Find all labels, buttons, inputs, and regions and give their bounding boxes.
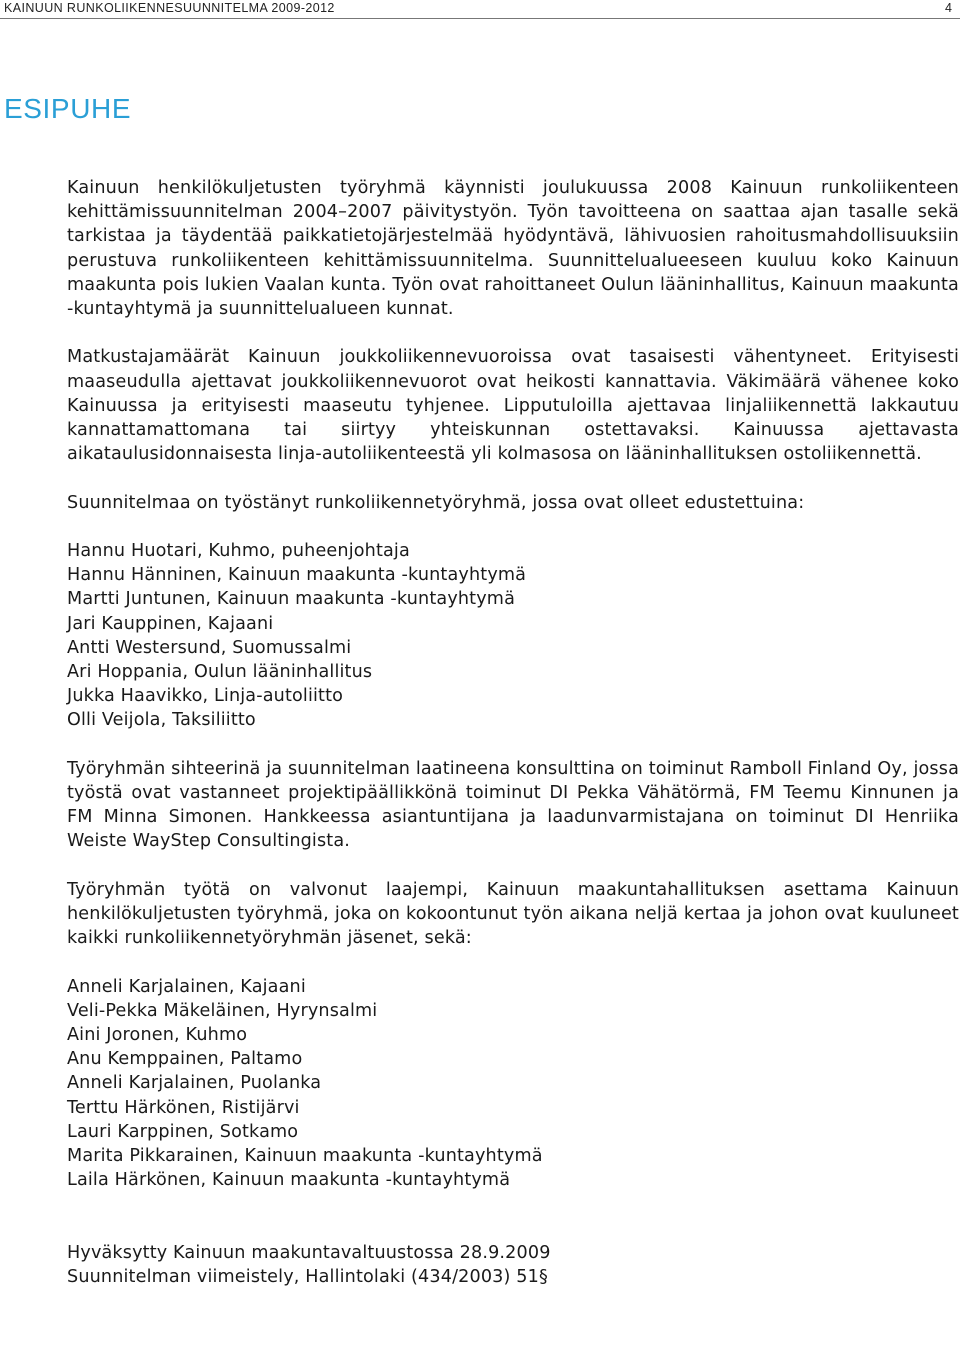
list-item: Anneli Karjalainen, Kajaani	[67, 976, 306, 997]
list-item: Anneli Karjalainen, Puolanka	[67, 1073, 322, 1094]
list-item: Hannu Huotari, Kuhmo, puheenjohtaja	[67, 541, 410, 561]
approval-line: Hyväksytty Kainuun maakuntavaltuustossa 28.9.2009	[67, 1242, 551, 1263]
list-item: Hannu Hänninen, Kainuun maakunta -kuntayhtymä	[67, 565, 527, 586]
list-item: Ari Hoppania, Oulun lääninhallitus	[67, 662, 373, 683]
paragraph-supervision: Työryhmän työtä on valvonut laajempi, Kainuun maakuntahallituksen asettama Kainuun henkilökuljetusten työryhmä, joka on kokoontunut työn aikana neljä kertaa ja johon ovat kuuluneet kaikki runkoliikennetyöryhmän jäsenet, sekä:	[67, 879, 959, 949]
approval-notes	[67, 1241, 959, 1289]
list-item: Olli Veijola, Taksiliitto	[67, 710, 256, 731]
member-list	[67, 539, 959, 733]
paragraph-passengers: Matkustajamäärät Kainuun joukkoliikennevuoroissa ovat tasaisesti vähentyneet. Erityisesti maaseudulla ajettavat joukkoliikennevuorot ovat heikosti kannattavia. Väkimäärä vähenee koko Kainuussa ja erityisesti maaseutu tyhjenee. Lipputuloilla ajettavaa linjaliikennettä lakkautuu kannattamattomana tai siirtyy yhteiskunnan ostettavaksi. Kainuussa ajettavasta aikataulusidonnaisesta linja-autoliikenteestä yli kolmasosa on lääninhallituksen ostoliikennettä.	[67, 347, 959, 465]
paragraph-consultant: Työryhmän sihteerinä ja suunnitelman laatineena konsulttina on toiminut Ramboll Finland Oy, jossa työstä ovat vastanneet projektipäällikkönä toiminut DI Pekka Vähätörmä, FM Teemu Kinnunen ja FM Minna Simonen. Hankkeessa asiantuntijana ja laadunvarmistajana on toiminut DI Henriika Weiste WayStep Consultingista.	[67, 758, 959, 852]
list-item: Anu Kemppainen, Paltamo	[67, 1049, 303, 1070]
paragraph-intro: Kainuun henkilökuljetusten työryhmä käynnisti joulukuussa 2008 Kainuun runkoliikenteen kehittämissuunnitelman 2004–2007 päivitystyön. Työn tavoitteena on saattaa ajan tasalle sekä tarkistaa ja täydentää paikkatietojärjestelmää hyödyntävä, lähivuosien rahoitusmahdollisuuksiin perustuva runkoliikenteen kehittämissuunnitelma. Suunnittelualueeseen kuuluu koko Kainuun maakunta pois lukien Vaalan kunta. Työn ovat rahoittaneet Oulun lääninhallitus, Kainuun maakunta -kuntayhtymä ja suunnittelualueen kunnat.	[67, 178, 959, 320]
list-item: Terttu Härkönen, Ristijärvi	[67, 1097, 300, 1118]
list-item: Laila Härkönen, Kainuun maakunta -kuntayhtymä	[67, 1170, 511, 1191]
list-item: Veli-Pekka Mäkeläinen, Hyrynsalmi	[67, 1000, 378, 1021]
document-title: KAINUUN RUNKOLIIKENNESUUNNITELMA 2009-2012	[4, 1, 335, 15]
paragraph-working-group: Suunnitelmaa on työstänyt runkoliikennetyöryhmä, jossa ovat olleet edustettuina:	[67, 492, 805, 513]
header-divider	[0, 18, 960, 19]
list-item: Lauri Karppinen, Sotkamo	[67, 1121, 299, 1142]
finalization-line: Suunnitelman viimeistely, Hallintolaki (434/2003) 51§	[67, 1267, 548, 1288]
list-item: Marita Pikkarainen, Kainuun maakunta -kuntayhtymä	[67, 1146, 543, 1167]
section-heading: ESIPUHE	[4, 93, 132, 124]
list-item: Antti Westersund, Suomussalmi	[67, 637, 352, 658]
list-item: Aini Joronen, Kuhmo	[67, 1025, 248, 1046]
list-item: Jari Kauppinen, Kajaani	[67, 613, 274, 634]
list-item: Jukka Haavikko, Linja-autoliitto	[67, 686, 344, 707]
wider-group-list	[67, 975, 959, 1193]
document-body	[67, 176, 959, 1289]
page-number: 4	[945, 1, 952, 15]
page-header	[0, 0, 960, 18]
list-item: Martti Juntunen, Kainuun maakunta -kuntayhtymä	[67, 589, 516, 610]
